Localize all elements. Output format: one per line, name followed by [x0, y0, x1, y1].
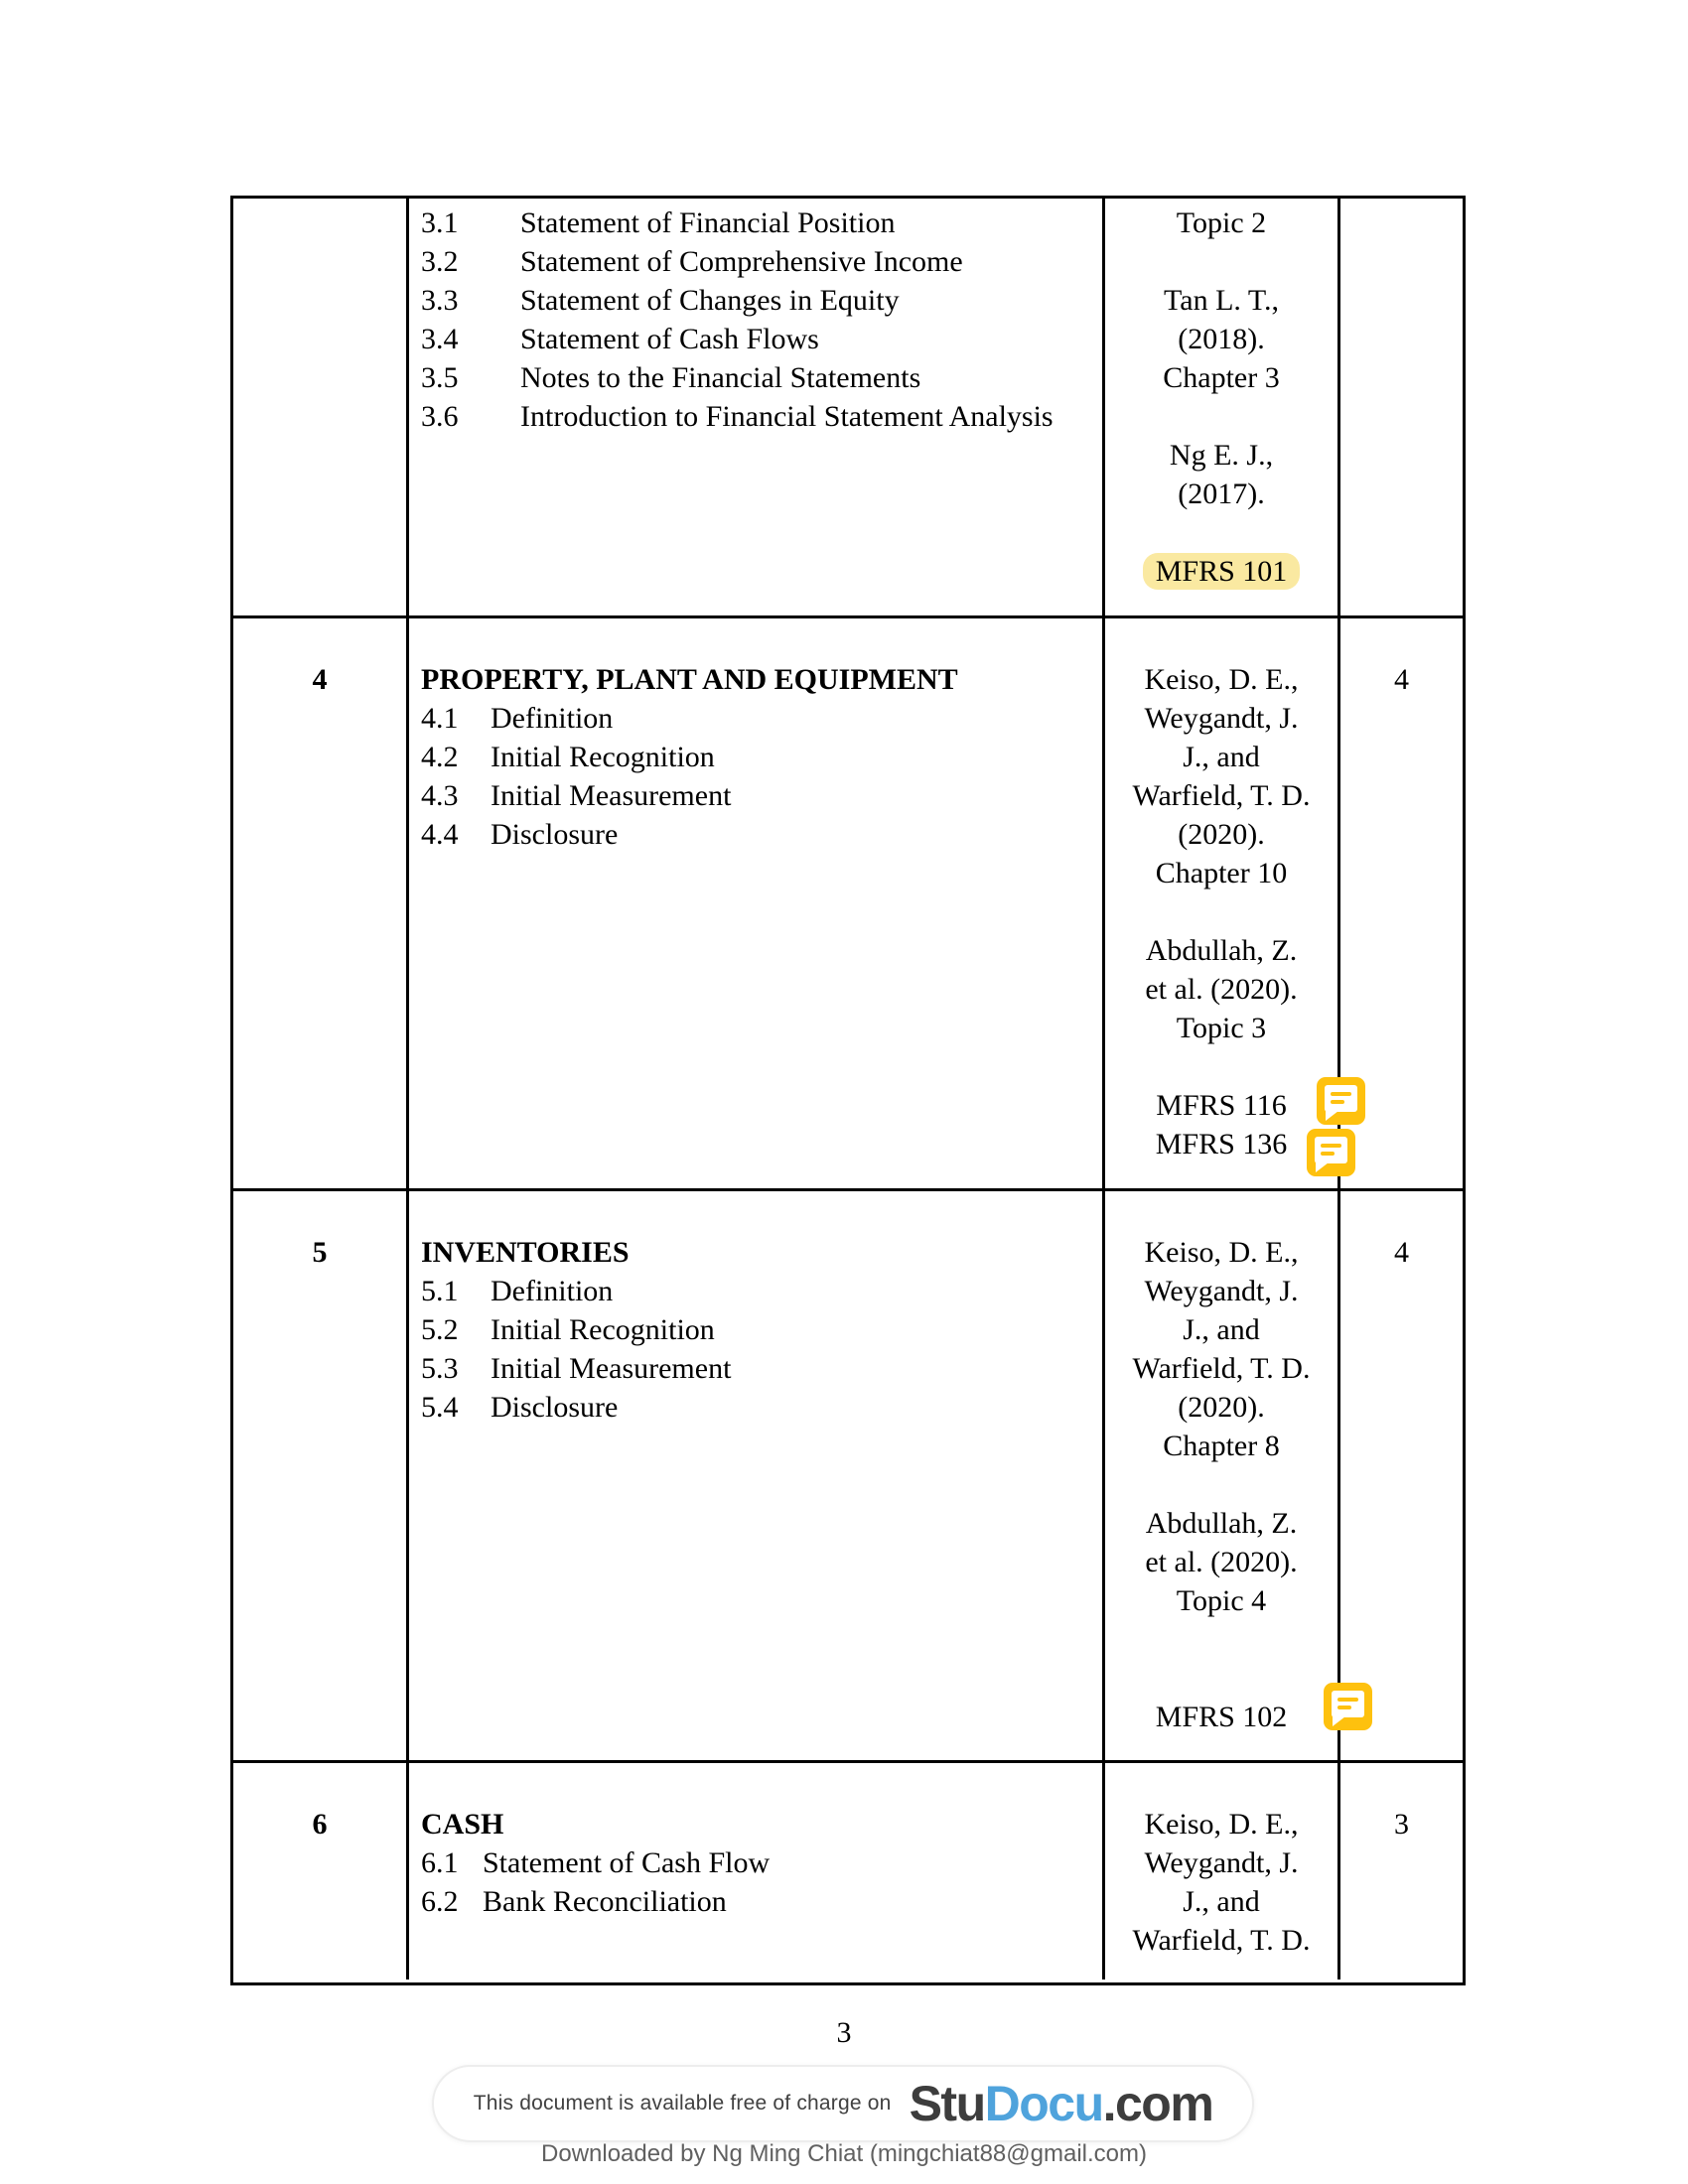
reference-text: (2020).: [1178, 1391, 1265, 1424]
reference-text: J., and: [1183, 1885, 1260, 1918]
topic-subitem: [421, 358, 1092, 397]
reference-text: et al. (2020).: [1145, 973, 1298, 1006]
reference-text: Abdullah, Z.: [1145, 934, 1298, 967]
reference-line: [1105, 1465, 1337, 1504]
subitem-text: Statement of Financial Position: [520, 206, 896, 239]
comment-line: [1321, 1152, 1335, 1156]
reference-text: Topic 3: [1176, 1012, 1267, 1044]
reference-line: [1105, 1843, 1337, 1882]
reference-text: Warfield, T. D.: [1132, 779, 1311, 812]
subitem-text: Disclosure: [491, 1391, 619, 1424]
reference-line: [1105, 738, 1337, 776]
topic-subitem: [421, 738, 1092, 776]
logo-part-stu: Stu: [909, 2076, 985, 2131]
reference-text: MFRS 136: [1155, 1128, 1288, 1160]
reference-line: [1105, 1581, 1337, 1620]
row-number-cell: 5: [233, 1191, 409, 1763]
row-number-cell: 6: [233, 1763, 409, 1979]
comment-tail: [1333, 1716, 1345, 1726]
comment-icon[interactable]: [1307, 1129, 1355, 1176]
reference-line: [1105, 1349, 1337, 1388]
comment-icon[interactable]: [1324, 1683, 1372, 1730]
topic-subitem: [421, 281, 1092, 320]
availability-text: This document is available free of charge on: [473, 2092, 892, 2115]
downloaded-text: Downloaded by Ng Ming Chiat (mingchiat88@gmail.com): [541, 2140, 1147, 2167]
topic-cell: [409, 199, 1105, 618]
reference-line: [1105, 513, 1337, 552]
reference-line: [1105, 475, 1337, 513]
reference-text: (2018).: [1178, 323, 1265, 355]
subitem-number: 3.4: [421, 323, 459, 355]
reference-line: [1105, 320, 1337, 358]
comment-icon[interactable]: [1317, 1077, 1365, 1125]
row-number-cell: 4: [233, 618, 409, 1191]
hours-cell: 4: [1340, 1191, 1463, 1763]
subitem-text: Statement of Cash Flows: [520, 323, 819, 355]
reference-text: (2020).: [1178, 818, 1265, 851]
subitem-number: 3.1: [421, 206, 459, 239]
topic-subitem: [421, 815, 1092, 854]
subitem-text: Definition: [491, 702, 614, 735]
highlighted-text: MFRS 101: [1143, 553, 1301, 590]
hours-cell: [1340, 199, 1463, 618]
reference-line: [1105, 776, 1337, 815]
subitem-text: Statement of Comprehensive Income: [520, 245, 963, 278]
references-cell: [1105, 1763, 1340, 1979]
reference-text: J., and: [1183, 741, 1260, 773]
reference-text: et al. (2020).: [1145, 1546, 1298, 1578]
subitem-number: 3.3: [421, 284, 459, 317]
subitem-number: 5.3: [421, 1352, 459, 1385]
row-number-cell: [233, 199, 409, 618]
reference-line: [1105, 1272, 1337, 1310]
reference-text: Keiso, D. E.,: [1144, 1236, 1299, 1269]
reference-text: Topic 2: [1176, 206, 1267, 239]
subitem-text: Statement of Changes in Equity: [520, 284, 900, 317]
reference-text: Ng E. J.,: [1169, 439, 1274, 472]
reference-line: [1105, 1310, 1337, 1349]
reference-text: Weygandt, J.: [1144, 1846, 1299, 1879]
reference-line: [1105, 1009, 1337, 1047]
logo-part-docu: Docu: [984, 2076, 1103, 2131]
subitem-number: 6.1: [421, 1846, 459, 1879]
subitem-number: 5.2: [421, 1313, 459, 1346]
reference-text: (2017).: [1178, 478, 1265, 510]
subitem-number: 4.4: [421, 818, 459, 851]
subitem-number: 3.6: [421, 400, 459, 433]
comment-bubble: [1332, 1691, 1364, 1717]
references-cell: [1105, 199, 1340, 618]
topic-subitem: [421, 204, 1092, 242]
reference-line: [1105, 358, 1337, 397]
comment-bubble: [1325, 1085, 1357, 1112]
topic-subitem: [421, 699, 1092, 738]
reference-line: [1105, 1233, 1337, 1272]
reference-line: [1105, 660, 1337, 699]
reference-text: Chapter 10: [1155, 857, 1288, 889]
reference-line: [1105, 242, 1337, 281]
hours-cell: 4: [1340, 618, 1463, 1191]
reference-line: [1105, 1698, 1337, 1736]
reference-line: [1105, 1427, 1337, 1465]
subitem-text: Initial Recognition: [491, 741, 715, 773]
subitem-text: Statement of Cash Flow: [483, 1846, 771, 1879]
reference-line: [1105, 1504, 1337, 1543]
reference-line: [1105, 204, 1337, 242]
references-cell: [1105, 618, 1340, 1191]
reference-text: MFRS 102: [1155, 1701, 1288, 1733]
reference-line: [1105, 815, 1337, 854]
topic-cell: [409, 1763, 1105, 1979]
topic-subitem: [421, 776, 1092, 815]
subitem-text: Notes to the Financial Statements: [520, 361, 921, 394]
reference-text: Weygandt, J.: [1144, 1275, 1299, 1307]
subitem-text: Definition: [491, 1275, 614, 1307]
reference-text: Keiso, D. E.,: [1144, 663, 1299, 696]
reference-line: [1105, 1086, 1337, 1125]
syllabus-table: [230, 196, 1466, 1985]
topic-title: INVENTORIES: [421, 1236, 630, 1269]
reference-text: Keiso, D. E.,: [1144, 1808, 1299, 1841]
reference-line: [1105, 436, 1337, 475]
hours-cell: 3: [1394, 1808, 1409, 1841]
subitem-number: 4.3: [421, 779, 459, 812]
reference-line: [1105, 970, 1337, 1009]
topic-subitem: [421, 1310, 1092, 1349]
reference-text: MFRS 116: [1156, 1089, 1287, 1122]
reference-line: [1105, 1125, 1337, 1163]
footer-badge: [432, 2065, 1254, 2142]
subitem-text: Initial Measurement: [491, 1352, 732, 1385]
comment-line: [1331, 1092, 1351, 1096]
reference-text: Weygandt, J.: [1144, 702, 1299, 735]
reference-line: [1105, 699, 1337, 738]
studocu-logo[interactable]: [909, 2076, 1213, 2131]
topic-subitem: [421, 1349, 1092, 1388]
logo-part-com: .com: [1102, 2076, 1213, 2131]
page-number: 3: [836, 2016, 852, 2049]
subitem-number: 3.2: [421, 245, 459, 278]
comment-line: [1321, 1144, 1341, 1148]
reference-line: [1105, 1921, 1337, 1960]
reference-line: [1105, 1620, 1337, 1659]
subitem-number: 4.2: [421, 741, 459, 773]
topic-subitem: [421, 1843, 1092, 1882]
reference-line: [1105, 397, 1337, 436]
reference-text: J., and: [1183, 1313, 1260, 1346]
subitem-number: 6.2: [421, 1885, 459, 1918]
comment-tail: [1326, 1111, 1338, 1121]
reference-line: [1105, 931, 1337, 970]
reference-text: Tan L. T.,: [1164, 284, 1279, 317]
topic-title: PROPERTY, PLANT AND EQUIPMENT: [421, 663, 958, 696]
topic-subitem: [421, 242, 1092, 281]
reference-text: Chapter 3: [1163, 361, 1280, 394]
topic-subitem: [421, 1882, 1092, 1921]
subitem-number: 3.5: [421, 361, 459, 394]
topic-cell: [409, 618, 1105, 1191]
reference-line: [1105, 1543, 1337, 1581]
reference-line: [1105, 892, 1337, 931]
reference-line: [1105, 854, 1337, 892]
topic-subitem: [421, 1272, 1092, 1310]
topic-subitem: [421, 397, 1092, 436]
comment-tail: [1316, 1162, 1329, 1172]
reference-text: Chapter 8: [1163, 1430, 1280, 1462]
reference-line: [1105, 1047, 1337, 1086]
subitem-number: 4.1: [421, 702, 459, 735]
comment-line: [1337, 1706, 1351, 1709]
comment-line: [1337, 1698, 1358, 1702]
topic-subitem: [421, 320, 1092, 358]
subitem-number: 5.1: [421, 1275, 459, 1307]
subitem-text: Introduction to Financial Statement Analysis: [520, 400, 1054, 433]
reference-text: Warfield, T. D.: [1132, 1352, 1311, 1385]
reference-text: Abdullah, Z.: [1145, 1507, 1298, 1540]
subitem-number: 5.4: [421, 1391, 459, 1424]
subitem-text: Bank Reconciliation: [483, 1885, 727, 1918]
references-cell: [1105, 1191, 1340, 1763]
subitem-text: Initial Recognition: [491, 1313, 715, 1346]
comment-line: [1331, 1100, 1344, 1104]
reference-text: Topic 4: [1176, 1584, 1267, 1617]
topic-title: CASH: [421, 1808, 504, 1841]
subitem-text: Initial Measurement: [491, 779, 732, 812]
reference-line: [1105, 1388, 1337, 1427]
reference-line: [1105, 1805, 1337, 1843]
reference-line: [1105, 281, 1337, 320]
reference-line: [1105, 1659, 1337, 1698]
reference-line: [1105, 1882, 1337, 1921]
reference-line: [1105, 552, 1337, 591]
subitem-text: Disclosure: [491, 818, 619, 851]
comment-bubble: [1315, 1137, 1347, 1163]
reference-text: Warfield, T. D.: [1132, 1924, 1311, 1957]
topic-cell: [409, 1191, 1105, 1763]
topic-subitem: [421, 1388, 1092, 1427]
